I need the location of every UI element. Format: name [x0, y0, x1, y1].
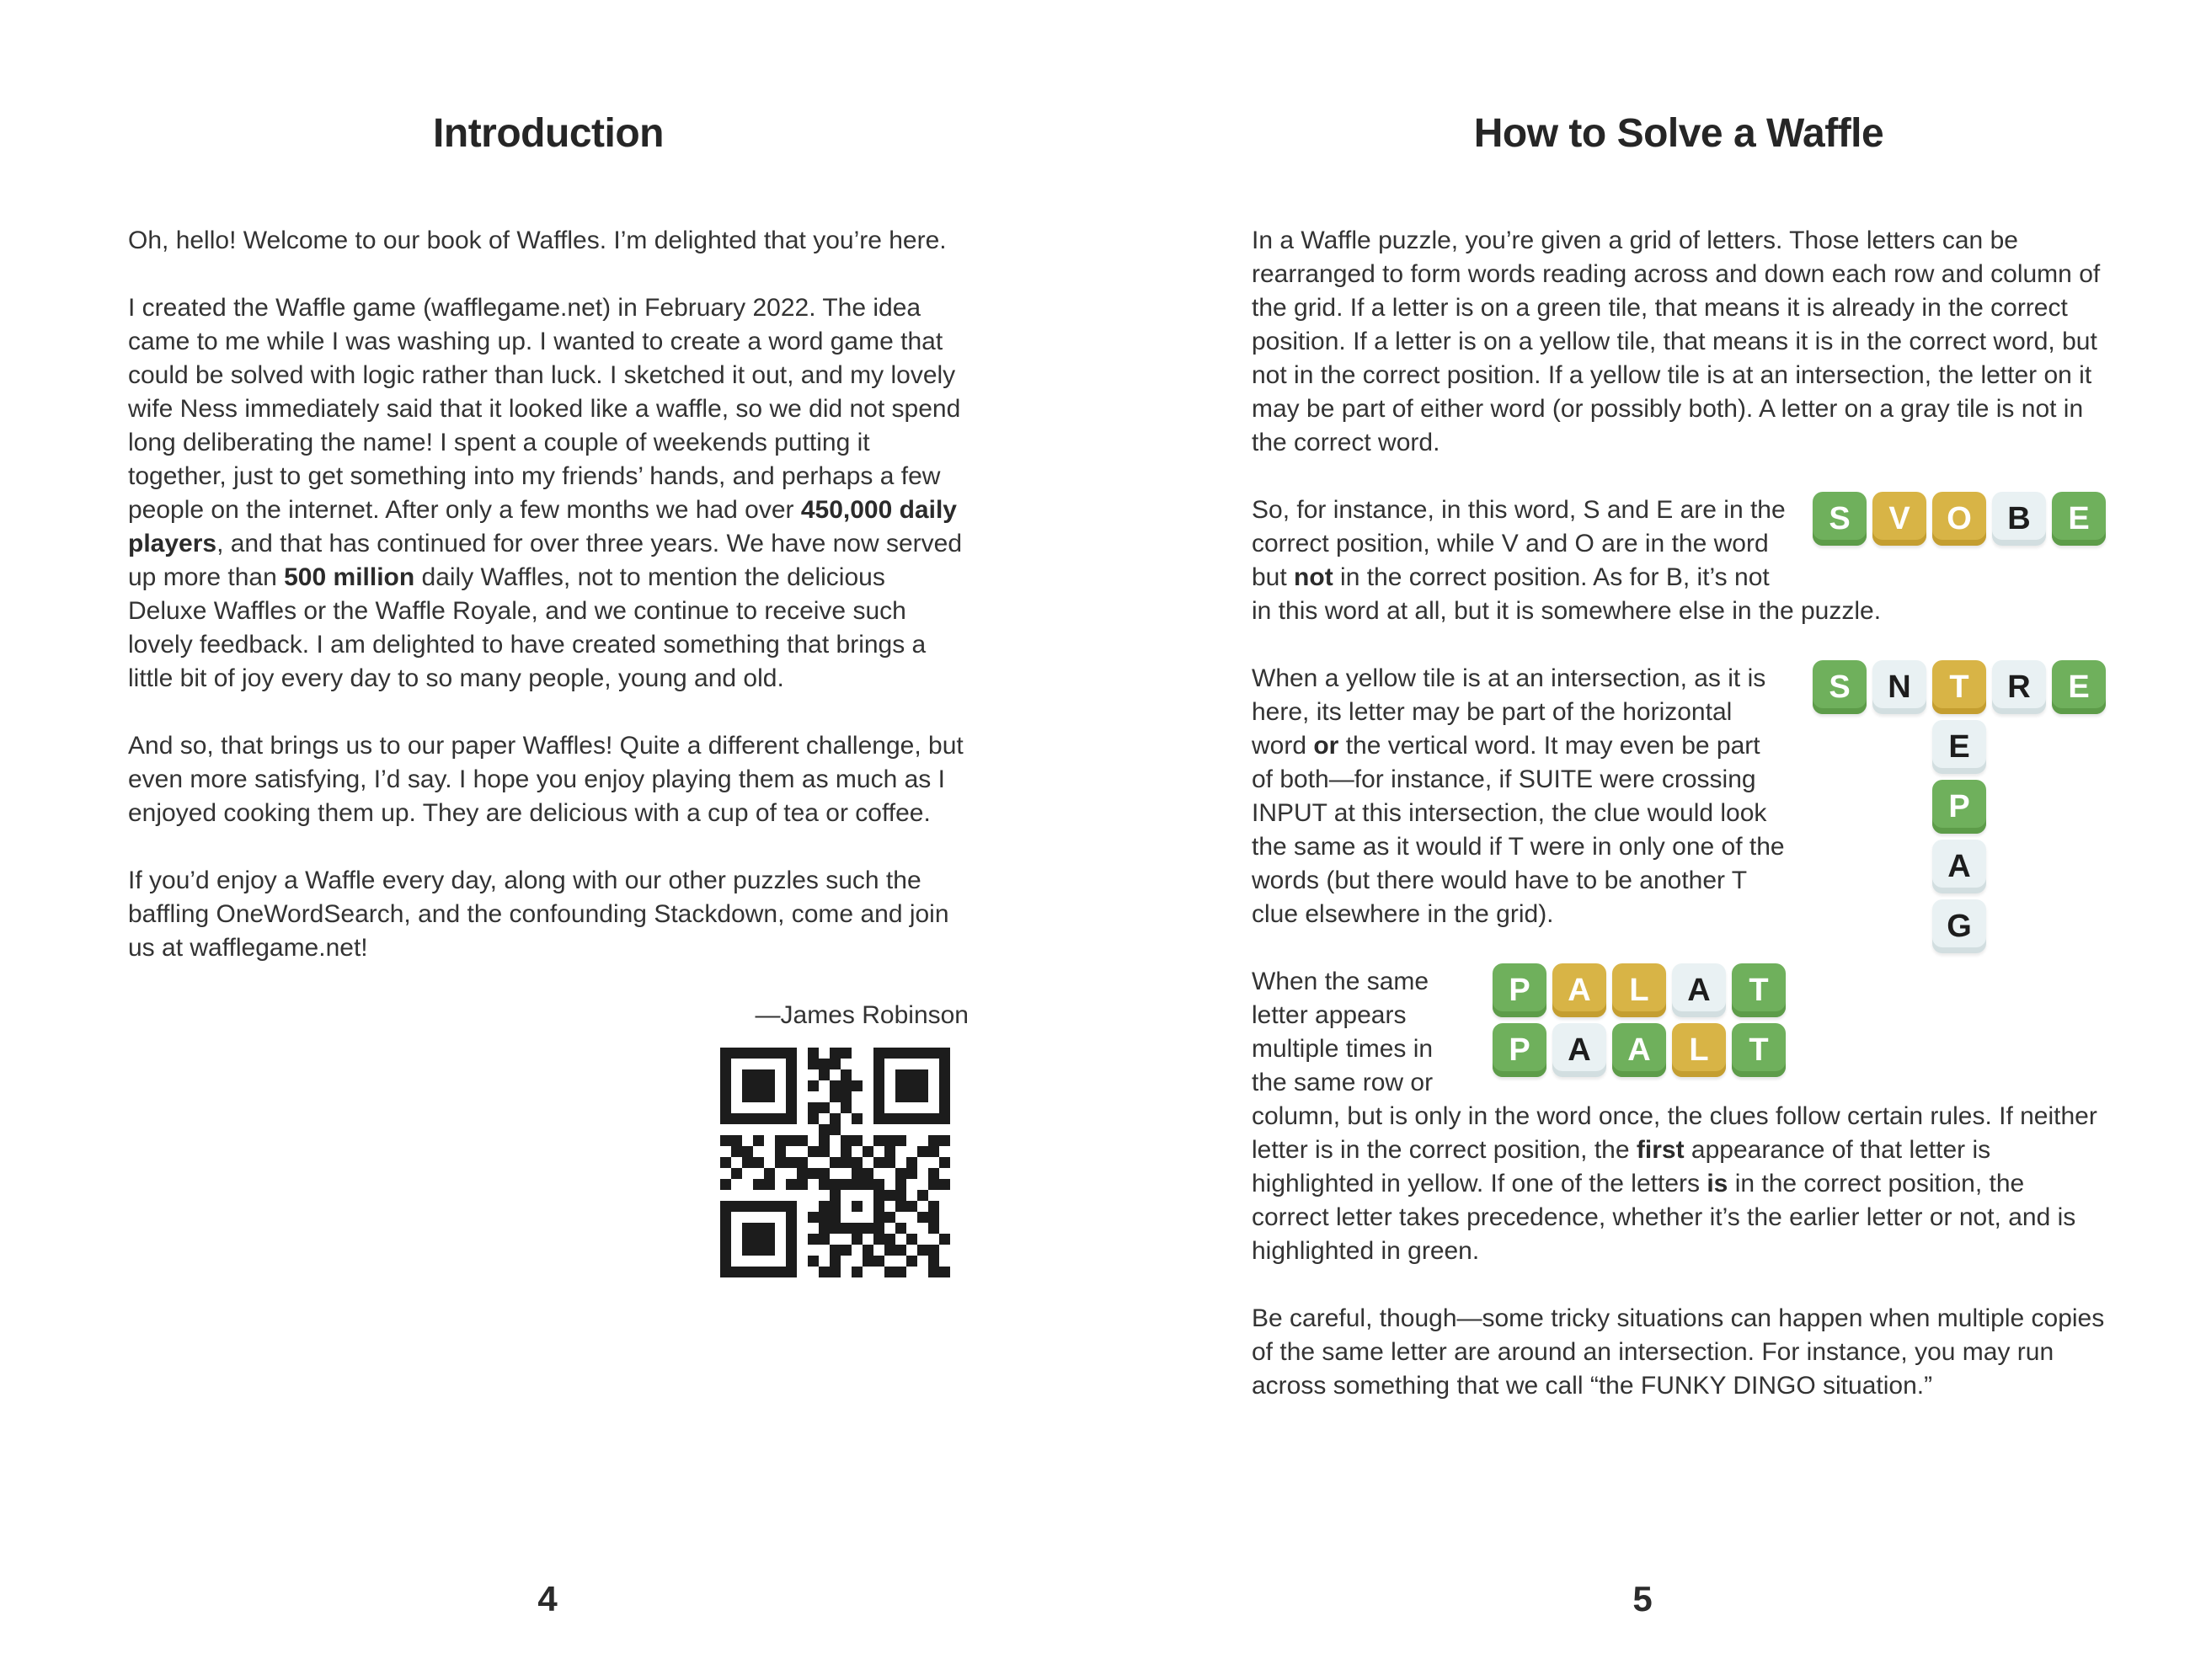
bold-text: 450,000 daily players — [128, 496, 957, 557]
letter-tile-gray: A — [1552, 1023, 1606, 1077]
paragraph: Oh, hello! Welcome to our book of Waffles. I’m delighted that you’re here. — [128, 227, 947, 254]
letter-tile-yellow: V — [1872, 492, 1926, 546]
letter-tile-gray: R — [1992, 660, 2046, 714]
letter-tile-green: P — [1932, 780, 1986, 834]
paragraph: In a Waffle puzzle, you’re given a grid of letters. Those letters can be rearranged to form words reading across and down each row and column of the grid. If a letter is on a green tile, that means it is already in the correct position. If a letter is on a yellow tile, that means it is in the correct word, but not in the correct position. If a yellow tile is at an intersection, the letter on it may be part of either word (or possibly both). A letter on a gray tile is not in the correct word. — [1252, 227, 2101, 456]
right-page — [1095, 0, 2190, 1680]
paragraph: S N T R E E P A G When a yellow tile is at an intersection, as it is here, its letter may be part of the horizontal word or the vertical word. It may even be part of both—for instance, if SUITE were crossing INPUT at this intersection, the clue would look the same as it would if T were in only one of the words (but there would have to be another T clue elsewhere in the grid). — [1252, 662, 2106, 931]
bold-text: first — [1636, 1136, 1685, 1164]
bold-text: or — [1313, 732, 1339, 760]
letter-tile-yellow: T — [1932, 660, 1986, 714]
letter-tile-green: E — [2052, 492, 2106, 546]
paragraph: And so, that brings us to our paper Waffles! Quite a different challenge, but even more satisfying, I’d say. I hope you enjoy playing them as much as I enjoyed cooking them up. They are delicious with a cup of tea or coffee. — [128, 732, 964, 827]
letter-tile-gray: A — [1932, 840, 1986, 893]
left-page-content — [0, 0, 1095, 1277]
tile-example — [1493, 963, 1786, 1077]
bold-text: not — [1294, 563, 1333, 591]
letter-tile-gray: B — [1992, 492, 2046, 546]
tile-row — [1493, 1023, 1786, 1077]
tile-row — [1813, 492, 2106, 546]
tile-column — [1932, 720, 1986, 953]
qr-code — [720, 1048, 950, 1277]
letter-tile-green: S — [1813, 660, 1867, 714]
page-title-introduction: Introduction — [433, 111, 664, 156]
page-number-right: 5 — [1632, 1579, 1653, 1619]
right-page-content — [1095, 0, 2190, 1403]
letter-tile-yellow: L — [1612, 963, 1666, 1017]
letter-tile-green: T — [1732, 1023, 1786, 1077]
how-to-solve-body — [1252, 224, 2106, 1403]
letter-tile-green: T — [1732, 963, 1786, 1017]
bold-text: 500 million — [284, 563, 415, 591]
letter-tile-yellow: L — [1672, 1023, 1726, 1077]
letter-tile-green: P — [1493, 1023, 1546, 1077]
bold-text: is — [1707, 1170, 1728, 1197]
letter-tile-green: P — [1493, 963, 1546, 1017]
tile-row — [1813, 660, 2106, 714]
letter-tile-green: S — [1813, 492, 1867, 546]
tile-example — [1813, 492, 2106, 546]
page-title-how-to-solve: How to Solve a Waffle — [1473, 111, 1884, 156]
letter-tile-green: E — [2052, 660, 2106, 714]
letter-tile-gray: A — [1672, 963, 1726, 1017]
paragraph: I created the Waffle game (wafflegame.net) in February 2022. The idea came to me while I was washing up. I wanted to create a word game that could be solved with logic rather than luck. I sketched it out, and my lovely wife Ness immediately said that it looked like a waffle, so we did not spend long deliberating the name! I spent a couple of weekends putting it together, just to get something into my friends’ hands, and perhaps a few people on the internet. After only a few months we had over 450,000 daily players, and that has continued for over three years. We have now served up more than 500 million daily Waffles, not to mention the delicious Deluxe Waffles or the Waffle Royale, and we continue to receive such lovely feedback. I am delighted to have created something that brings a little bit of joy every day to so many people, young and old. — [128, 294, 963, 692]
author-signature: —James Robinson — [755, 1001, 969, 1029]
paragraph: Be careful, though—some tricky situations can happen when multiple copies of the same letter are around an intersection. For instance, you may run across something that we call “the FUNKY DINGO situation.” — [1252, 1304, 2105, 1400]
paragraph: S V O B E So, for instance, in this word, S and E are in the correct position, while V and O are in the word but not in the correct position. As for B, it’s not in this word at all, but it is somewhere else in the puzzle. — [1252, 493, 2106, 628]
introduction-body — [128, 224, 969, 965]
letter-tile-green: A — [1612, 1023, 1666, 1077]
letter-tile-gray: E — [1932, 720, 1986, 774]
letter-tile-yellow: A — [1552, 963, 1606, 1017]
paragraph: If you’d enjoy a Waffle every day, along with our other puzzles such the baffling OneWordSearch, and the confounding Stackdown, come and join us at wafflegame.net! — [128, 867, 949, 962]
letter-tile-gray: G — [1932, 899, 1986, 953]
letter-tile-gray: N — [1872, 660, 1926, 714]
tile-example — [1813, 660, 2106, 953]
tile-row — [1493, 963, 1786, 1017]
paragraph: P A L A T P A A L T When the same letter appears multiple times in the same row or column, but is only in the word once, the clues follow certain rules. If neither letter is in the correct position, the first appearance of that letter is highlighted in yellow. If one of the letters is in the correct position, the correct letter takes precedence, whether it’s the earlier letter or not, and is highlighted in green. — [1252, 965, 2106, 1268]
page-number-left: 4 — [537, 1579, 558, 1619]
letter-tile-yellow: O — [1932, 492, 1986, 546]
